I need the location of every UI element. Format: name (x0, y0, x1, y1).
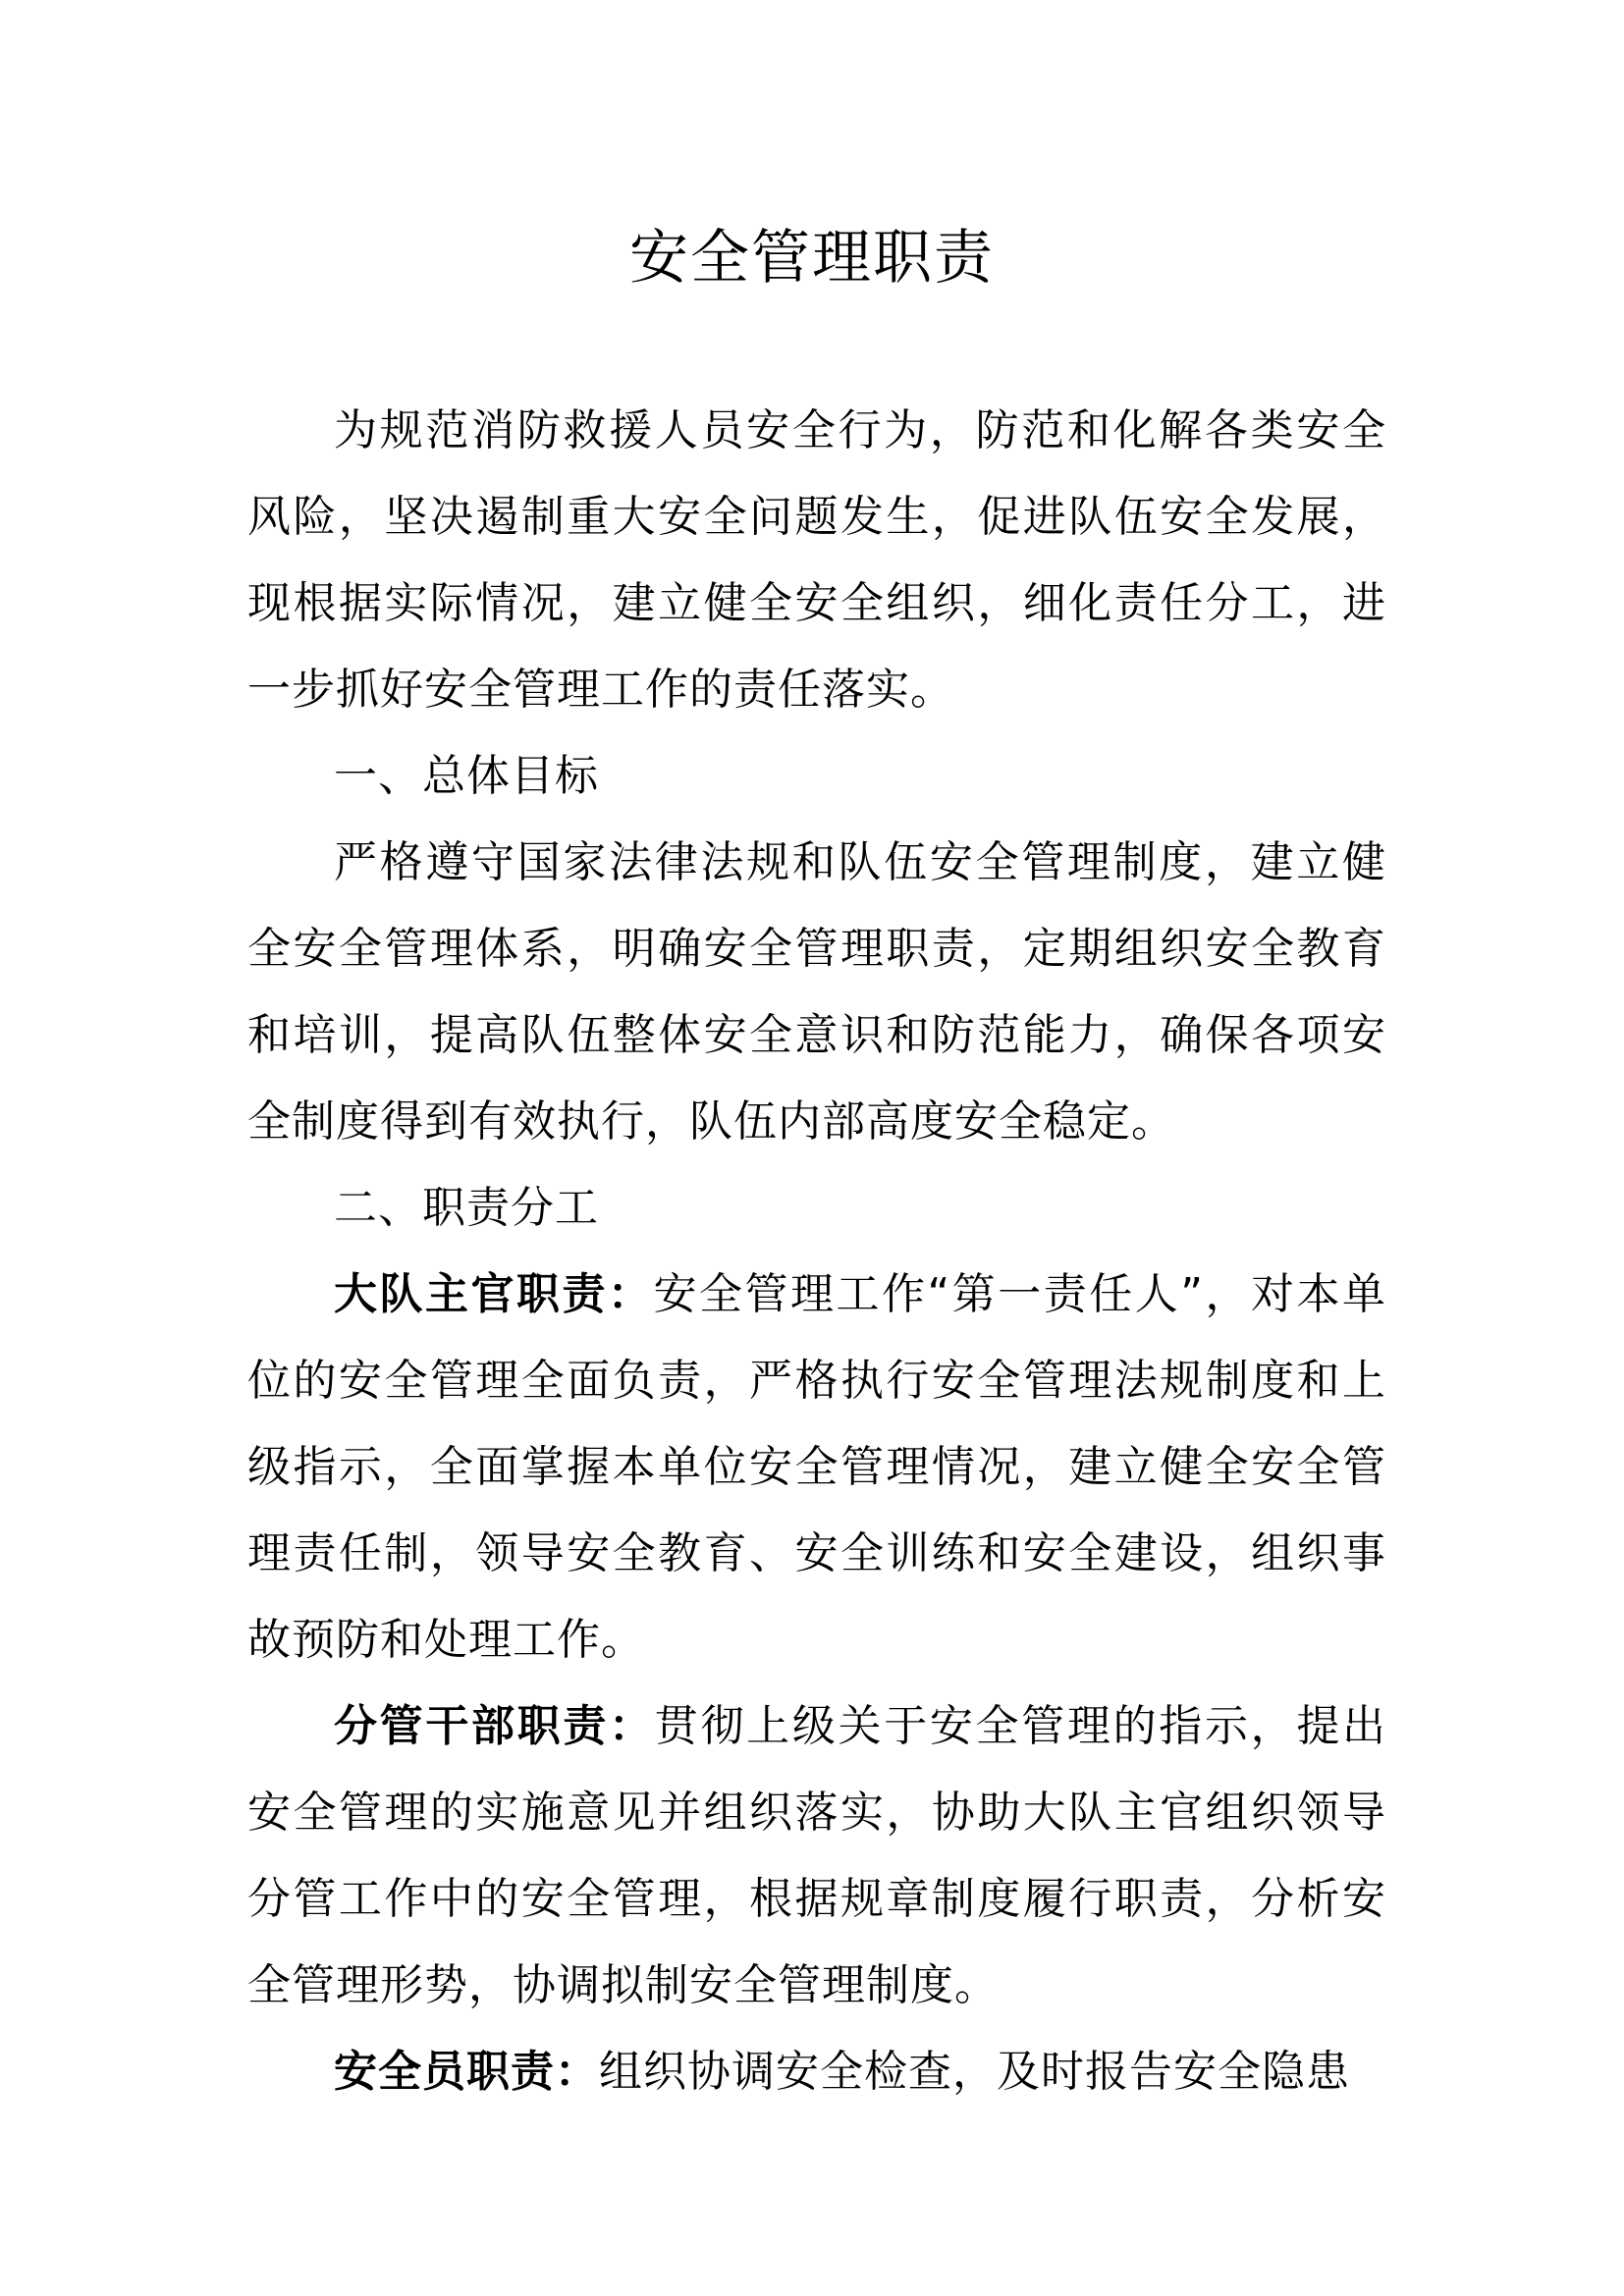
intro-paragraph: 为规范消防救援人员安全行为，防范和化解各类安全风险，坚决遏制重大安全问题发生，促进队伍安全发展，现根据实际情况，建立健全安全组织，细化责任分工，进一步抓好安全管理工作的责任落实。 (247, 405, 1386, 715)
document-body (247, 388, 1386, 2115)
duty-paragraph-safety-officer (247, 2029, 1386, 2115)
duty-text-safety-officer: 组织协调安全检查，及时报告安全隐患 (599, 2047, 1350, 2097)
duty-text-deputy: 贯彻上级关于安全管理的指示，提出安全管理的实施意见并组织落实，协助大队主官组织领导分管工作中的安全管理，根据规章制度履行职责，分析安全管理形势，协调拟制安全管理制度。 (247, 1701, 1387, 2010)
duty-lead-brigade-chief: 大队主官职责： (334, 1269, 654, 1319)
duty-lead-safety-officer: 安全员职责： (334, 2047, 599, 2097)
duty-paragraph-brigade-chief (247, 1252, 1386, 1683)
section-heading-goals: 一、总体目标 (334, 751, 599, 801)
goals-paragraph: 严格遵守国家法律法规和队伍安全管理制度，建立健全安全管理体系，明确安全管理职责，定期组织安全教育和培训，提高队伍整体安全意识和防范能力，确保各项安全制度得到有效执行，队伍内部高度安全稳定。 (247, 837, 1386, 1147)
duty-text-brigade-chief: 安全管理工作“第一责任人”，对本单位的安全管理全面负责，严格执行安全管理法规制度和上级指示，全面掌握本单位安全管理情况，建立健全安全管理责任制，领导安全教育、安全训练和安全建设，组织事故预防和处理工作。 (247, 1269, 1387, 1665)
duty-lead-deputy: 分管干部职责： (334, 1701, 655, 1751)
section-heading-duties: 二、职责分工 (334, 1183, 599, 1233)
duty-paragraph-deputy (247, 1683, 1386, 2029)
page-title: 安全管理职责 (629, 224, 995, 293)
